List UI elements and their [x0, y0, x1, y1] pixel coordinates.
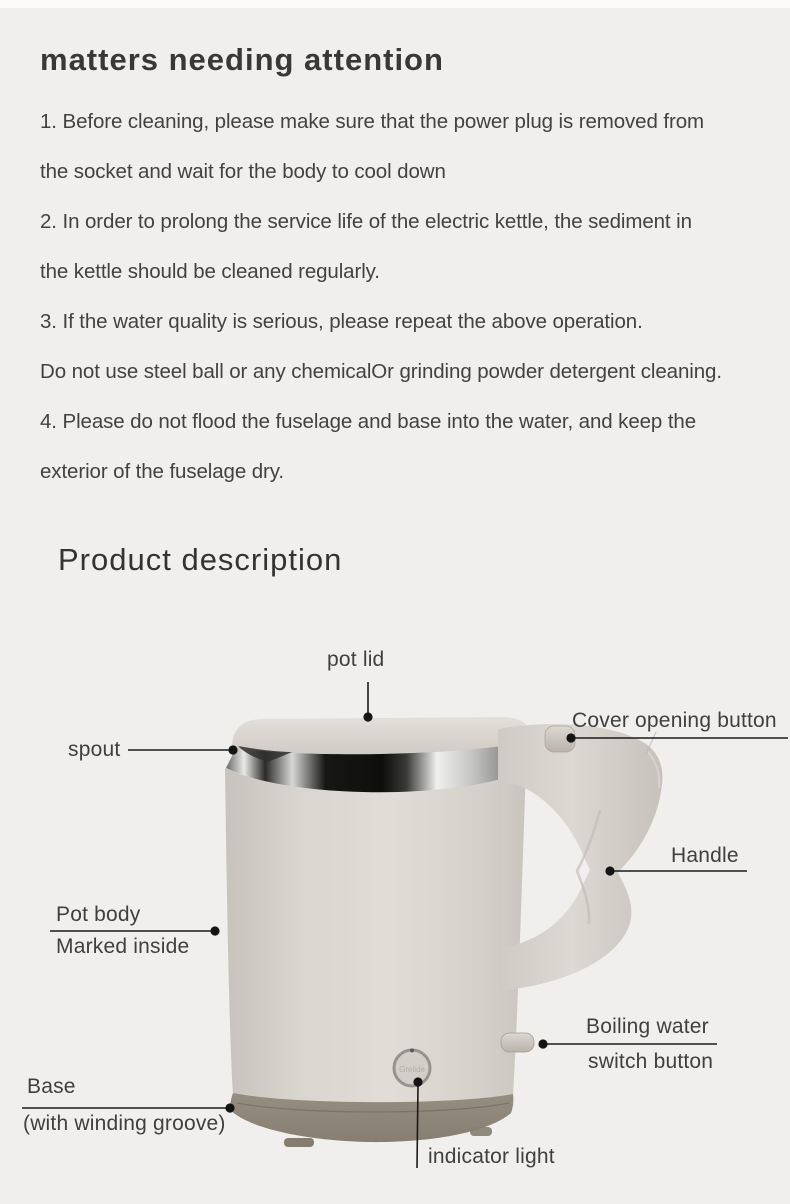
callout-dot-handle: [605, 866, 614, 875]
label-pot-body: Pot body: [56, 903, 141, 926]
top-strip: [0, 0, 790, 8]
attention-line: exterior of the fuselage dry.: [40, 460, 284, 483]
label-winding-groove: (with winding groove): [23, 1112, 226, 1135]
callout-dot-pot-lid: [363, 712, 372, 721]
label-marked-inside: Marked inside: [56, 935, 190, 958]
callout-dot-pot-body: [210, 926, 219, 935]
label-indicator-light: indicator light: [428, 1145, 555, 1168]
callout-dot-spout: [228, 745, 237, 754]
label-switch-button: switch button: [588, 1050, 714, 1073]
kettle-indicator-notch: [410, 1049, 414, 1053]
label-handle: Handle: [671, 844, 739, 867]
attention-line: Do not use steel ball or any chemicalOr grinding powder detergent cleaning.: [40, 360, 722, 383]
callout-dot-cover-button: [566, 733, 575, 742]
label-spout: spout: [68, 738, 121, 761]
kettle-switch-button: [501, 1033, 534, 1052]
attention-line: 3. If the water quality is serious, please repeat the above operation.: [40, 310, 643, 333]
attention-text-block: [40, 97, 722, 497]
attention-line: the socket and wait for the body to cool down: [40, 160, 446, 183]
description-title: Product description: [58, 542, 343, 577]
attention-title: matters needing attention: [40, 42, 444, 77]
kettle-foot: [470, 1127, 492, 1136]
callout-dot-base: [225, 1103, 234, 1112]
label-cover-opening-button: Cover opening button: [572, 709, 777, 732]
callout-dot-boiling-switch: [538, 1039, 547, 1048]
kettle-foot: [284, 1138, 314, 1147]
callout-dot-indicator: [413, 1077, 422, 1086]
attention-line: the kettle should be cleaned regularly.: [40, 260, 380, 283]
label-base: Base: [27, 1075, 76, 1098]
attention-line: 2. In order to prolong the service life of the electric kettle, the sediment in: [40, 210, 692, 233]
attention-line: 1. Before cleaning, please make sure that the power plug is removed from: [40, 110, 704, 133]
callout-line-indicator: [417, 1084, 418, 1168]
kettle-body: [225, 768, 526, 1103]
label-boiling-water: Boiling water: [586, 1015, 709, 1038]
label-pot-lid: pot lid: [327, 648, 385, 671]
kettle-diagram: [0, 634, 790, 1204]
attention-line: 4. Please do not flood the fuselage and base into the water, and keep the: [40, 410, 697, 433]
kettle-indicator-brand: Grelide: [399, 1065, 425, 1074]
